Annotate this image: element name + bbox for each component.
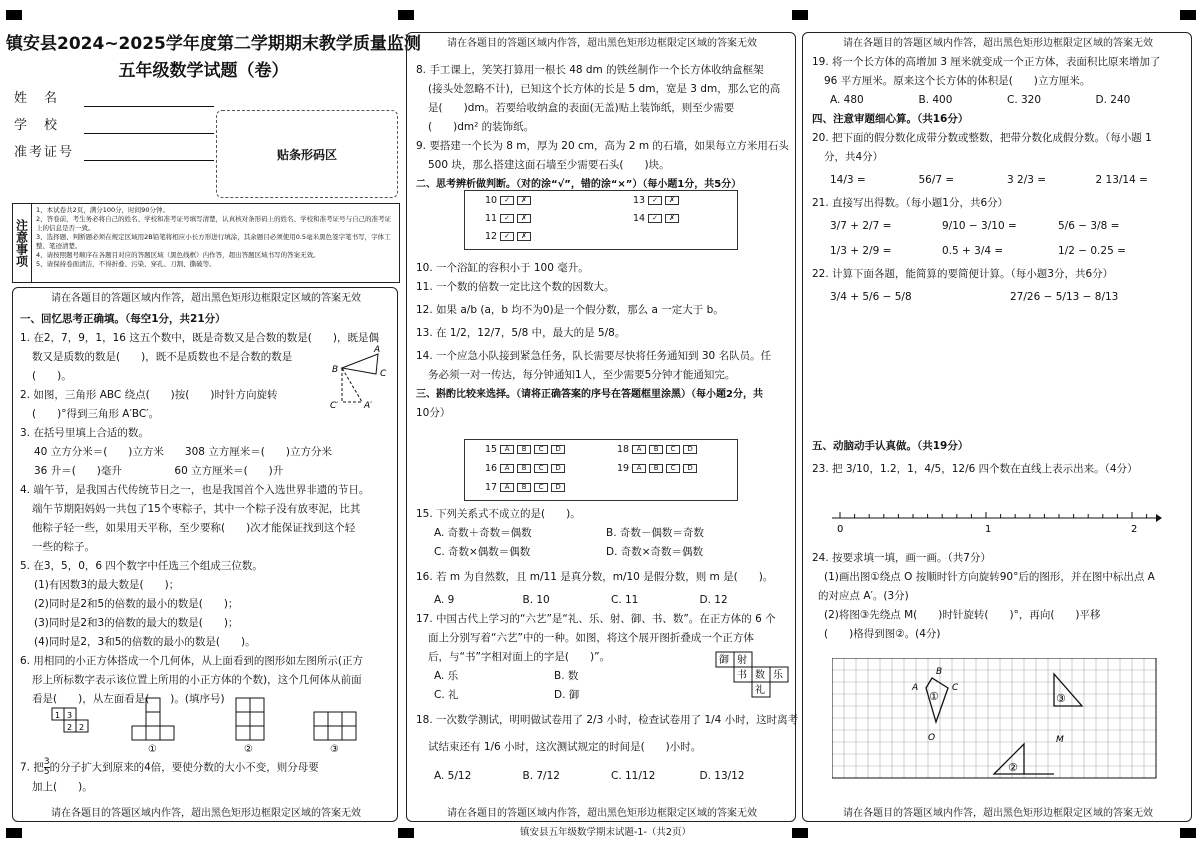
math-item: 0.5 + 3/4 = [942, 245, 1004, 257]
question-line: 数又是质数的数是( )，既不是质数也不是合数的数是 [32, 351, 293, 363]
math-items [812, 172, 1184, 189]
axis-label: 0 [837, 524, 844, 535]
question-line: 的对应点 A′。(3分) [818, 590, 909, 602]
axis-label: 1 [985, 524, 992, 535]
option: B. 7/12 [522, 770, 560, 782]
grid-label: M [1056, 735, 1064, 745]
figure-option-label: ② [244, 744, 253, 754]
question-line: 17. 中国古代上学习的“六艺”是“礼、乐、射、御、书、数”。在正方体的 6 个 [416, 613, 776, 625]
notice-item: 1、本试卷共2页，满分100分，时间90分钟。 [36, 206, 169, 214]
option: D. 奇数×奇数＝偶数 [606, 546, 704, 558]
math-items [812, 243, 1184, 260]
question-line: 36 升＝( )毫升 60 立方厘米＝( )升 [34, 465, 284, 477]
math-item: 5/6 − 3/8 = [1058, 220, 1120, 232]
page-footer: 镇安县五年级数学期末试题-1-（共2页） [520, 827, 691, 838]
choice-answer-grid[interactable]: 15 A B C D 16 A B C D 17 A B C D 18 A B C D 19 A B C D [464, 439, 738, 501]
math-item: 9/10 − 3/10 = [942, 220, 1017, 232]
option: B. 奇数－偶数＝奇数 [606, 527, 704, 539]
grid-label: C [952, 683, 959, 693]
question-line: 他粽子轻一些，如果用天平称，至少要称( )次才能保证找到这个轻 [32, 522, 356, 534]
section-3-title: 三、斟酌比较来选择。（请将正确答案的序号在答题框里涂黑）（每小题2分，共 [416, 389, 763, 400]
triangle-label: C′ [330, 401, 339, 411]
notice-box [12, 203, 400, 283]
question-line: 11. 一个数的倍数一定比这个数的因数大。 [416, 281, 615, 293]
question-line: 9. 要搭建一个长为 8 m，厚为 20 cm，高为 2 m 的石墙，如果每立方米用石头 [416, 140, 789, 152]
math-item: 3/4 + 5/6 − 5/8 [830, 291, 912, 303]
question-line: 19. 将一个长方体的高增加 3 厘米就变成一个正方体，表面积比原来增加了 [812, 56, 1161, 68]
section-2-title: 二、思考辨析做判断。（对的涂“√”，错的涂“×”）（每小题1分，共5分） [416, 179, 742, 190]
question-line: 10. 一个浴缸的容积小于 100 毫升。 [416, 262, 589, 274]
question-line: 20. 把下面的假分数化成带分数或整数，把带分数化成假分数。（每小题 1 [812, 132, 1152, 144]
triangle-rotation-figure [328, 340, 394, 414]
options [416, 525, 788, 542]
box-note: 请在各题目的答题区域内作答，超出黑色矩形边框限定区域的答案无效 [51, 293, 361, 304]
box-note: 请在各题目的答题区域内作答，超出黑色矩形边框限定区域的答案无效 [51, 808, 361, 819]
question-line: 16. 若 m 为自然数，且 m/11 是真分数，m/10 是假分数，则 m 是( )。 [416, 571, 774, 583]
question-line: (4)同时是2，3和5的倍数的最小的数是( )。 [34, 636, 256, 648]
fraction: $\frac{3}{5}$ [43, 757, 50, 777]
question-line: ( )。 [32, 370, 72, 382]
options [812, 92, 1184, 109]
question-line: 24. 按要求填一填，画一画。（共7分） [812, 552, 991, 564]
net-face: 射 [737, 655, 747, 666]
math-item: 1/2 − 0.25 = [1058, 245, 1126, 257]
options [416, 544, 788, 561]
box-note: 请在各题目的答题区域内作答，超出黑色矩形边框限定区域的答案无效 [447, 808, 757, 819]
registration-mark [1180, 828, 1196, 838]
question-line: (1)有因数3的最大数是( )； [34, 579, 180, 591]
net-face: 数 [755, 670, 765, 681]
question-text: 加上( )。 [32, 781, 93, 793]
answer-number: 15 [485, 444, 498, 455]
grid-label: ③ [1056, 692, 1066, 705]
option: C. 奇数×偶数＝偶数 [434, 546, 531, 558]
options [416, 768, 788, 785]
question-line: 40 立方分米＝( )立方米 308 立方厘米＝( )立方分米 [34, 446, 332, 458]
math-items [812, 218, 1184, 235]
answer-number: 11 [485, 213, 498, 224]
registration-mark [398, 10, 414, 20]
question-line: 5. 在3，5，0，6 四个数字中任选三个组成三位数。 [20, 560, 263, 572]
option: D. 240 [1095, 94, 1131, 106]
figure-option-label: ③ [330, 744, 339, 754]
drawing-grid[interactable] [832, 658, 1160, 784]
answer-number: 10 [485, 195, 498, 206]
name-field[interactable]: 姓 名 [14, 90, 401, 107]
answer-number: 16 [485, 463, 498, 474]
registration-mark [1180, 10, 1196, 20]
triangle-label: A′ [364, 401, 373, 411]
svg-text:2: 2 [79, 723, 85, 732]
options [416, 668, 674, 685]
exam-subtitle: 五年级数学试题（卷） [118, 61, 289, 81]
registration-mark [792, 828, 808, 838]
cube-net-figure [714, 650, 790, 700]
question-line: 务必须一对一传达，每分钟通知1人，至少需要5分钟才能通知完。 [428, 369, 736, 381]
question-line: 500 块，那么搭建这面石墙至少需要石头( )块。 [428, 159, 670, 171]
question-7 [20, 758, 392, 798]
answer-number: 14 [633, 213, 646, 224]
option: A. 奇数＋奇数＝偶数 [434, 527, 532, 539]
option: A. 5/12 [434, 770, 472, 782]
grid-label: ① [929, 690, 939, 703]
answer-number: 13 [633, 195, 646, 206]
question-line: 1. 在2，7，9，1，16 这五个数中，既是奇数又是合数的数是( )，既是偶 [20, 332, 379, 344]
column-2-judge [416, 260, 788, 424]
net-face: 乐 [773, 670, 783, 681]
math-item: 56/7 = [918, 174, 955, 186]
question-line: 端午节期阳妈妈一共包了15个枣粽子，其中一个粽子没有放枣泥，比其 [32, 503, 361, 515]
exam-title: 镇安县2024~2025学年度第二学期期末教学质量监测 [6, 34, 421, 54]
math-item: 3/7 + 2/7 = [830, 220, 892, 232]
question-line: ( )°得到三角形 A′BC′。 [32, 408, 160, 420]
notice-title: 注意事项 [13, 204, 32, 282]
option: B. 10 [522, 594, 550, 606]
school-field[interactable]: 学 校 [14, 117, 401, 134]
question-text: 的分子扩大到原来的4倍，要使分数的大小不变，则分母要 [49, 761, 319, 774]
registration-mark [398, 828, 414, 838]
question-line: (1)画出图①绕点 O 按顺时针方向旋转90°后的图形，并在图中标出点 A [824, 571, 1155, 583]
math-item: 1/3 + 2/9 = [830, 245, 892, 257]
question-line: 18. 一次数学测试，明明做试卷用了 2/3 小时，检查试卷用了 1/4 小时，这时离考 [416, 714, 799, 726]
question-line: ( )格得到图②。(4分) [824, 628, 941, 640]
question-24 [812, 550, 1184, 645]
question-line: 6. 用相同的小正方体搭成一个几何体，从上面看到的图形如左图所示(正方 [20, 655, 363, 667]
triangle-label: A [374, 345, 381, 355]
answer-number: 19 [617, 463, 630, 474]
section-5-title: 五、动脑动手认真做。（共19分） [812, 440, 969, 452]
options [416, 592, 788, 609]
svg-text:3: 3 [67, 711, 73, 720]
column-3 [812, 33, 1184, 308]
option: A. 9 [434, 594, 455, 606]
option: B. 400 [918, 94, 953, 106]
judge-answer-grid[interactable]: 10 ✓ ✗ 11 ✓ ✗ 12 ✓ ✗ 13 ✓ ✗ 14 ✓ ✗ [464, 190, 738, 250]
option: C. 11/12 [611, 770, 656, 782]
notice-item: 4、请按照题号顺序在各题目对应的答题区域（黑色线框）内作答，超出答题区域书写的答案无效。 [36, 251, 320, 259]
question-line: 3. 在括号里填上合适的数。 [20, 427, 149, 439]
question-line: 一些的粽子。 [32, 541, 95, 553]
option: C. 320 [1007, 94, 1042, 106]
number-line [826, 508, 1162, 536]
triangle-label: C [380, 369, 387, 379]
option: D. 御 [554, 689, 580, 701]
exam-number-field[interactable]: 准考证号 [14, 144, 401, 161]
column-3-part5 [812, 436, 1184, 480]
box-note: 请在各题目的答题区域内作答，超出黑色矩形边框限定区域的答案无效 [447, 38, 757, 49]
option: A. 乐 [434, 670, 459, 682]
section-1-title: 一、回忆思考正确填。（每空1分，共21分） [20, 313, 226, 325]
option: C. 礼 [434, 689, 459, 701]
grid-label: A [912, 683, 919, 693]
question-line: 2. 如图，三角形 ABC 绕点( )按( )时针方向旋转 [20, 389, 278, 401]
column-2-choice [416, 506, 799, 787]
svg-text:1: 1 [55, 711, 61, 720]
question-line: 后，与“书”字相对面上的字是( )”。 [428, 651, 611, 663]
svg-text:2: 2 [67, 723, 73, 732]
registration-mark [6, 828, 22, 838]
question-line: 13. 在 1/2，12/7，5/8 中，最大的是 5/8。 [416, 327, 626, 339]
axis-label: 2 [1131, 524, 1138, 535]
option: B. 数 [554, 670, 579, 682]
question-line: 22. 计算下面各题，能简算的要简便计算。（每小题3分，共6分） [812, 268, 1114, 280]
question-line: 形上所标数字表示该位置上所用的小正方体的个数)，这个几何体从前面 [32, 674, 362, 686]
column-2 [416, 33, 788, 195]
notice-item: 5、请保持卷面清洁，不得折叠、污染、穿孔、刀割、撕破等。 [36, 260, 216, 268]
section-4-title: 四、注意审题细心算。（共16分） [812, 113, 969, 125]
box-note: 请在各题目的答题区域内作答，超出黑色矩形边框限定区域的答案无效 [843, 808, 1153, 819]
triangle-label: B [332, 365, 339, 375]
barcode-area: 贴条形码区 [216, 110, 398, 198]
figure-option-label: ① [148, 744, 157, 754]
question-line: ( )dm² 的装饰纸。 [428, 121, 535, 133]
grid-label: ② [1008, 761, 1018, 774]
question-line: 12. 如果 a/b (a，b 均不为0)是一个假分数，那么 a 一定大于 b。 [416, 304, 724, 316]
question-text: 7. 把 [20, 761, 44, 774]
question-line: 96 平方厘米。原来这个长方体的体积是( )立方厘米。 [824, 75, 1091, 87]
option: D. 12 [699, 594, 728, 606]
question-line: 4. 端午节，是我国古代传统节日之一，也是我国首个入选世界非遗的节日。 [20, 484, 370, 496]
question-line: (3)同时是2和3的倍数的最大的数是( )； [34, 617, 239, 629]
question-line: 试结束还有 1/6 小时，这次测试规定的时间是( )小时。 [428, 741, 702, 753]
question-line: (2)将图③先绕点 M( )时针旋转( )°，再向( )平移 [824, 609, 1101, 621]
question-line: 面上分别写着“六艺”中的一种。如图，将这个展开图折叠成一个正方体 [428, 632, 754, 644]
math-item: 27/26 − 5/13 − 8/13 [1010, 291, 1119, 303]
answer-number: 12 [485, 231, 498, 242]
question-line: (2)同时是2和5的倍数的最小的数是( )； [34, 598, 239, 610]
question-line: 21. 直接写出得数。（每小题1分，共6分） [812, 197, 1009, 209]
cube-views-figure [40, 692, 380, 754]
math-items [812, 289, 1184, 306]
net-face: 御 [719, 655, 729, 666]
option: A. 480 [830, 94, 864, 106]
notice-item: 3、选择题、判断题必须在规定区域用2B铅笔将相应小长方形进行填涂，其余题目必须使用0.5毫米黑色签字笔书写，字体工整、笔迹清楚。 [36, 233, 391, 250]
notice-item: 2、答卷前，考生务必将自己的姓名、学校和准考证号填写清楚，认真核对条形码上的姓名、学校和准考证号与自己的准考证上的信息是否一致。 [36, 215, 392, 232]
net-face: 书 [737, 670, 747, 681]
box-note: 请在各题目的答题区域内作答，超出黑色矩形边框限定区域的答案无效 [843, 38, 1153, 49]
question-line: (接头处忽略不计)，已知这个长方体的长是 5 dm，宽是 3 dm，那么它的高 [428, 83, 781, 95]
question-line: 23. 把 3/10，1.2，1，4/5，12/6 四个数在直线上表示出来。（4分） [812, 463, 1138, 475]
grid-label: O [928, 733, 936, 743]
registration-mark [6, 10, 22, 20]
net-face: 礼 [755, 685, 765, 696]
question-line: 是( )dm。若要给收纳盒的表面(无盖)贴上装饰纸，则至少需要 [428, 102, 735, 114]
section-3-title-cont: 10分） [416, 407, 451, 419]
math-item: 3 2/3 = [1007, 174, 1047, 186]
math-item: 2 13/14 = [1095, 174, 1148, 186]
question-line: 14. 一个应急小队接到紧急任务，队长需要尽快将任务通知到 30 名队员。任 [416, 350, 772, 362]
question-line: 看是( )，从左面看是( )。(填序号) [32, 693, 225, 705]
question-line: 15. 下列关系式不成立的是( )。 [416, 508, 581, 520]
option: D. 13/12 [699, 770, 745, 782]
grid-label: B [936, 667, 943, 677]
options [416, 687, 674, 704]
answer-number: 17 [485, 482, 498, 493]
math-item: 14/3 = [830, 174, 866, 186]
registration-mark [792, 10, 808, 20]
answer-number: 18 [617, 444, 630, 455]
question-line: 分，共4分） [824, 151, 884, 163]
option: C. 11 [611, 594, 639, 606]
question-line: 8. 手工课上，笑笑打算用一根长 48 dm 的铁丝制作一个长方体收纳盒框架 [416, 64, 764, 76]
